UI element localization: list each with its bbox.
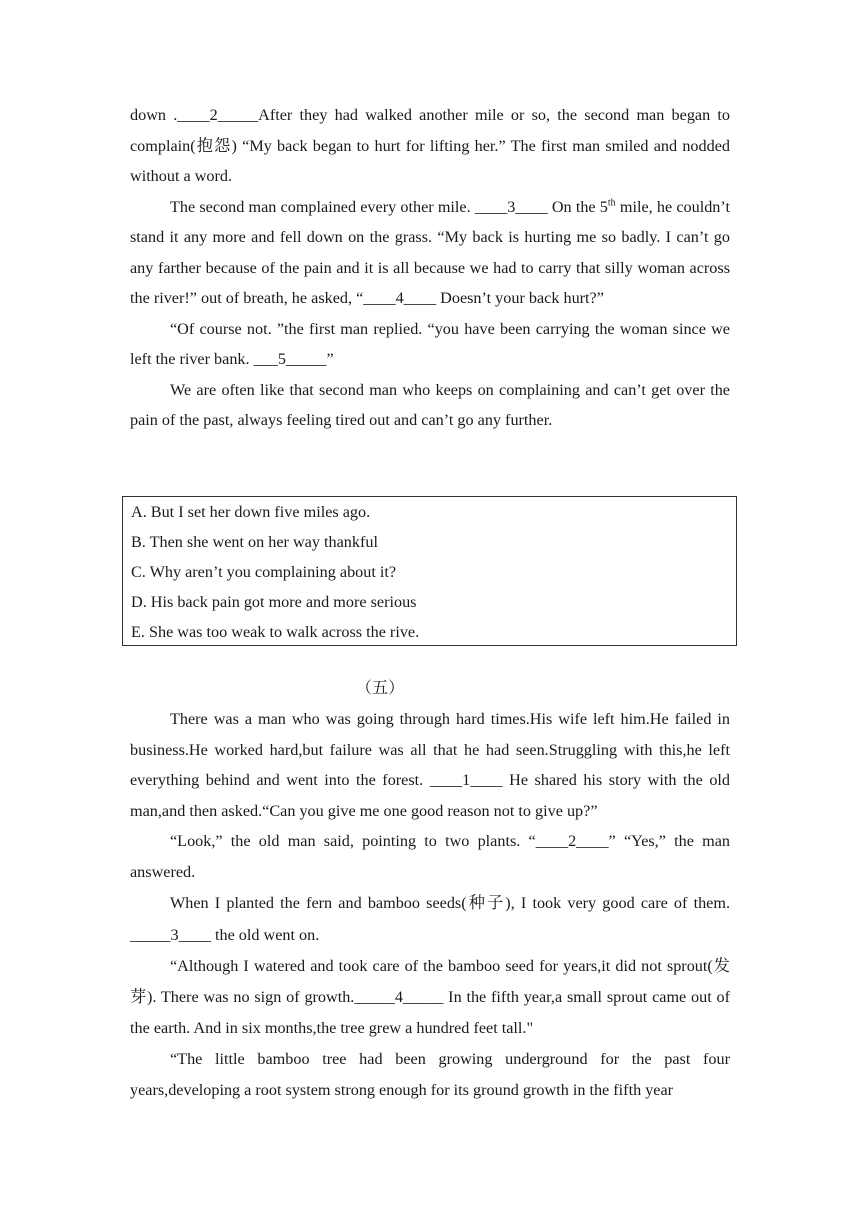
option-e: E. She was too weak to walk across the rive. [131,623,420,641]
paragraph-2-end: mile, he couldn’t stand it any more and fell down on the grass. “My back is hurting me so badly. I can’t go any farther because of the pain and it is all because we had to carry that silly woman across the river!” out of breath, he asked, “____4____ Doesn’t your back hurt?” [130,197,730,307]
option-d: D. His back pain got more and more serious [131,593,417,611]
story-two-paragraph-3: When I planted the fern and bamboo seeds(种子), I took very good care of them. _____3____ the old went on. [130,894,730,944]
option-c: C. Why aren’t you complaining about it? [131,563,397,581]
story-two [130,704,730,1106]
story-two-paragraph-2: “Look,” the old man said, pointing to two plants. “____2____” “Yes,” the man answered. [130,832,730,881]
story-two-paragraph-4: “Although I watered and took care of the bamboo seed for years,it did not sprout(发芽). There was no sign of growth._____4_____ In the fifth year,a small sprout came out of the earth. And in six months,the tree grew a hundred feet tall." [130,957,730,1037]
option-a: A. But I set her down five miles ago. [131,503,371,521]
ordinal-suffix: th [607,197,616,209]
story-one-paragraph-4: We are often like that second man who keeps on complaining and can’t get over the pain of the past, always feeling tired out and can’t go any further. [130,380,730,429]
story-one [130,100,730,436]
answer-options-box [122,496,737,646]
story-one-paragraph-3: “Of course not. ”the first man replied. “you have been carrying the woman since we left the river bank. ___5_____” [130,319,730,368]
story-two-paragraph-5: “The little bamboo tree had been growing underground for the past four years,developing a root system strong enough for its ground growth in the fifth year [130,1050,730,1099]
section-title: （五） [355,679,405,697]
story-two-paragraph-1: There was a man who was going through hard times.His wife left him.He failed in business.He worked hard,but failure was all that he had seen.Struggling with this,he left everything behind and went into the forest. ____1____ He shared his story with the old man,and then asked.“Can you give me one good reason not to give up?” [130,710,730,820]
paragraph-2-start: The second man complained every other mile. ____3____ On the 5 [170,197,608,216]
story-one-paragraph-1: down .____2_____After they had walked another mile or so, the second man began to complain(抱怨) “My back began to hurt for lifting her.” The first man smiled and nodded without a word. [130,106,730,185]
story-one-paragraph-2 [130,192,730,314]
option-b: B. Then she went on her way thankful [131,533,378,551]
